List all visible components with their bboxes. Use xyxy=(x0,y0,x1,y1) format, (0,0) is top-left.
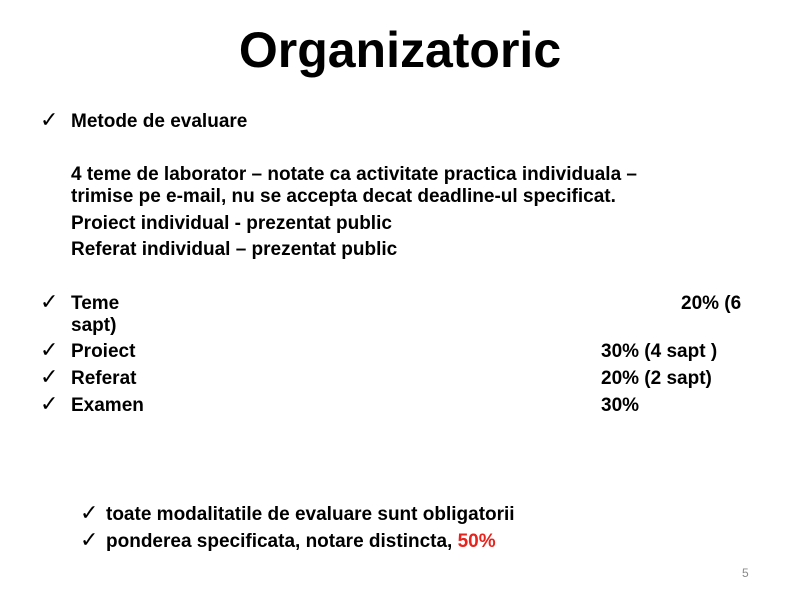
evaluation-heading: Metode de evaluare xyxy=(71,111,248,132)
note-mandatory: toate modalitatile de evaluare sunt obligatorii xyxy=(106,504,515,525)
grading-label-proiect: Proiect xyxy=(71,341,136,362)
checkmark-icon: ✓ xyxy=(40,391,59,416)
grading-value-teme-cont: sapt) xyxy=(71,315,117,336)
grading-label-teme: Teme xyxy=(71,293,120,314)
checkmark-icon: ✓ xyxy=(80,527,99,552)
grading-value-proiect: 30% (4 sapt ) xyxy=(601,341,718,362)
evaluation-line-project: Proiect individual - prezentat public xyxy=(71,213,392,234)
checkmark-icon: ✓ xyxy=(40,107,59,132)
grading-label-referat: Referat xyxy=(71,368,137,389)
note-weighting-highlight: 50% xyxy=(457,531,496,552)
grading-value-teme: 20% (6 xyxy=(681,293,742,314)
note-weighting-text: ponderea specificata, notare distincta, xyxy=(106,531,458,552)
grading-label-examen: Examen xyxy=(71,395,144,416)
checkmark-icon: ✓ xyxy=(80,500,99,525)
note-weighting xyxy=(106,531,496,553)
grading-value-referat: 20% (2 sapt) xyxy=(601,368,712,389)
evaluation-line-report: Referat individual – prezentat public xyxy=(71,239,398,260)
evaluation-line-email: trimise pe e-mail, nu se accepta decat deadline-ul specificat. xyxy=(71,186,616,207)
evaluation-line-labs: 4 teme de laborator – notate ca activitate practica individuala – xyxy=(71,164,637,185)
page-number: 5 xyxy=(742,566,749,580)
slide-title: Organizatoric xyxy=(238,22,562,78)
grading-value-examen: 30% xyxy=(601,395,640,416)
checkmark-icon: ✓ xyxy=(40,364,59,389)
checkmark-icon: ✓ xyxy=(40,337,59,362)
checkmark-icon: ✓ xyxy=(40,289,59,314)
